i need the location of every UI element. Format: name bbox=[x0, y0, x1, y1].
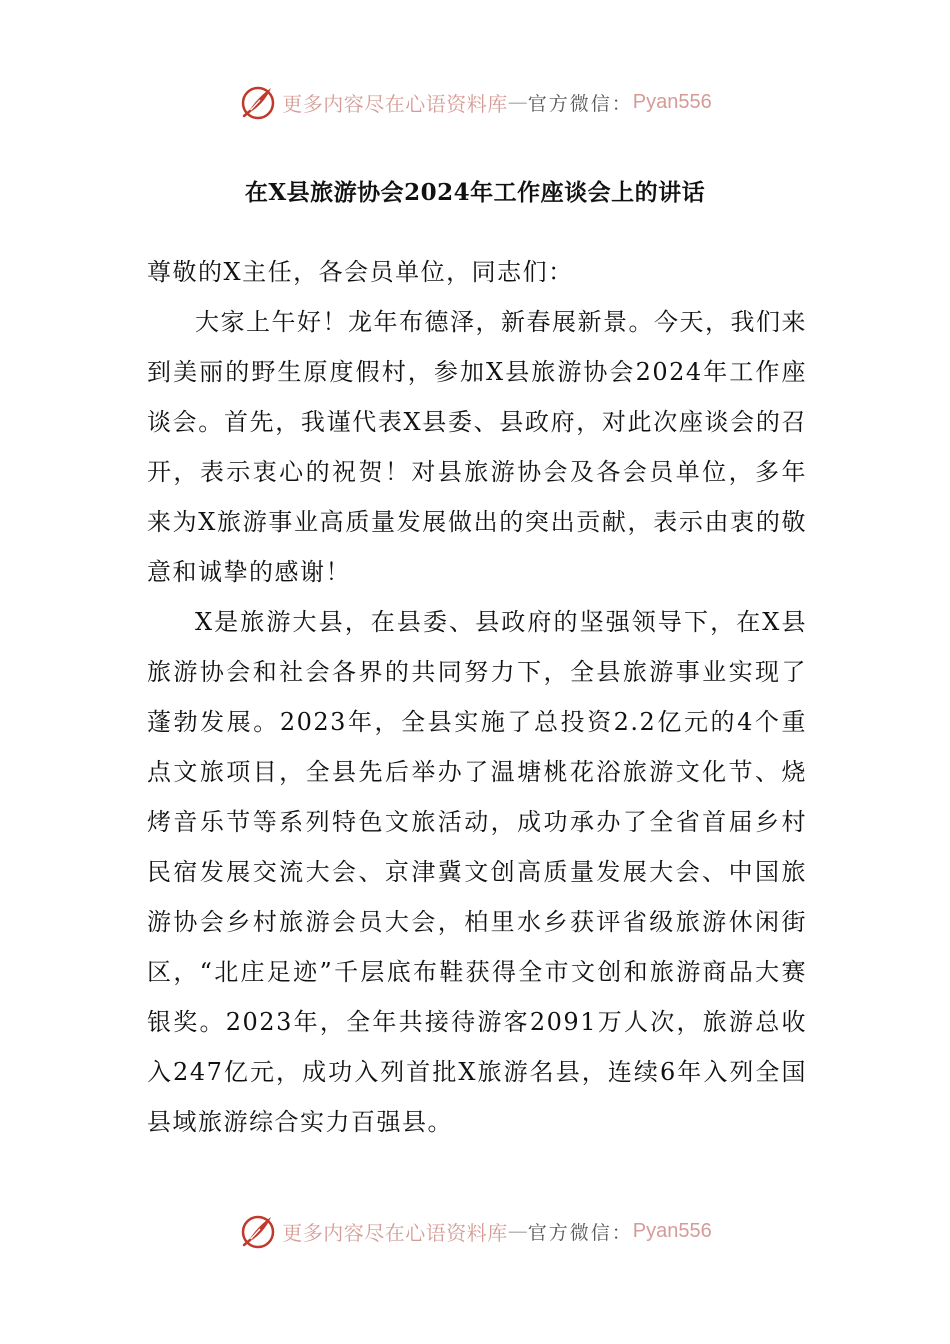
watermark-text: 更多内容尽在心语资料库 bbox=[282, 1220, 508, 1245]
watermark-dash: — bbox=[507, 90, 528, 114]
watermark-banner-top bbox=[0, 78, 950, 126]
watermark-dash: — bbox=[507, 1219, 528, 1243]
watermark-banner-bottom bbox=[0, 1207, 950, 1255]
paragraph-1: 大家上午好！龙年布德泽，新春展新景。今天，我们来到美丽的野生原度假村，参加X县旅游协会2024年工作座谈会。首先，我谨代表X县委、县政府，对此次座谈会的召开，表示衷心的祝贺！对县旅游协会及各会员单位，多年来为X旅游事业高质量发展做出的突出贡献，表示由衷的敬意和诚挚的感谢！ bbox=[147, 308, 807, 586]
document-body bbox=[147, 247, 807, 1147]
salutation: 尊敬的X主任，各会员单位，同志们： bbox=[147, 258, 574, 286]
watermark-text: 更多内容尽在心语资料库 bbox=[282, 91, 508, 116]
watermark-wechat-label: 官方微信： bbox=[527, 1221, 633, 1244]
watermark-account: Pyan556 bbox=[632, 1219, 712, 1242]
paragraph-2: X是旅游大县，在县委、县政府的坚强领导下，在X县旅游协会和社会各界的共同努力下，全县旅游事业实现了蓬勃发展。2023年，全县实施了总投资2.2亿元的4个重点文旅项目，全县先后举办了温塘桃花浴旅游文化节、烧烤音乐节等系列特色文旅活动，成功承办了全省首届乡村民宿发展交流大会、京津冀文创高质量发展大会、中国旅游协会乡村旅游会员大会，柏里水乡获评省级旅游休闲街区，“北庄足迹”千层底布鞋获得全市文创和旅游商品大赛银奖。2023年，全年共接待游客2091万人次，旅游总收入247亿元，成功入列首批X旅游名县，连续6年入列全国县域旅游综合实力百强县。 bbox=[147, 608, 807, 1136]
document-title: 在X县旅游协会2024年工作座谈会上的讲话 bbox=[244, 179, 706, 206]
quill-pen-logo-icon bbox=[238, 82, 278, 122]
watermark-wechat-label: 官方微信： bbox=[527, 92, 633, 115]
watermark-account: Pyan556 bbox=[632, 90, 712, 113]
quill-pen-logo-icon bbox=[238, 1211, 278, 1251]
